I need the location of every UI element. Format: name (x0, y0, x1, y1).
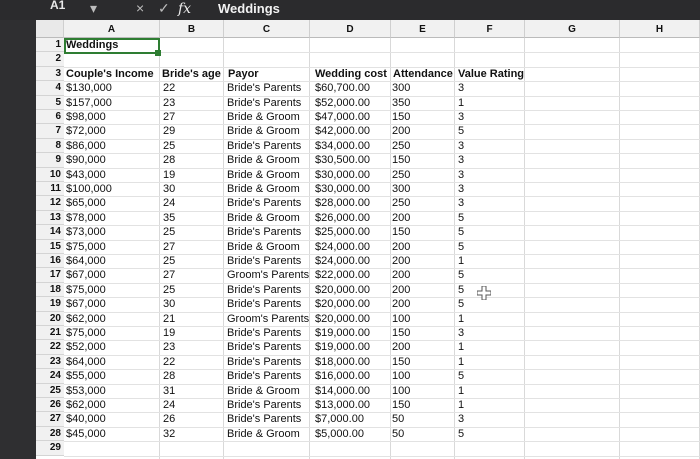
row-header[interactable]: 3 (36, 67, 64, 81)
table-cell[interactable]: $42,000.00 (315, 125, 371, 138)
table-cell[interactable]: 25 (163, 255, 176, 267)
table-cell[interactable]: $19,000.00 (315, 327, 371, 339)
table-cell[interactable]: 3 (458, 413, 465, 426)
table-cell[interactable]: $52,000.00 (315, 96, 371, 109)
table-cell[interactable]: $98,000 (66, 111, 106, 123)
table-cell[interactable]: $75,000 (66, 240, 106, 253)
enter-check-icon[interactable]: ✓ (158, 0, 170, 16)
table-cell[interactable]: 200 (392, 298, 411, 311)
header-cell[interactable]: Bride's age (162, 67, 221, 80)
column-header-h[interactable]: H (620, 20, 700, 38)
grid-line (64, 369, 700, 370)
table-cell[interactable]: 31 (163, 384, 176, 397)
cursor-plus-icon (477, 286, 491, 300)
table-cell[interactable]: $7,000.00 (315, 413, 364, 426)
table-cell[interactable]: 200 (392, 211, 411, 224)
table-cell[interactable]: 27 (163, 111, 176, 123)
column-header-e[interactable]: E (391, 20, 455, 38)
table-cell[interactable]: $53,000 (66, 384, 106, 397)
table-cell[interactable]: 27 (163, 240, 176, 253)
table-cell[interactable]: 200 (392, 125, 411, 138)
table-cell[interactable]: Bride's Parents (227, 399, 302, 411)
grid-line (64, 110, 700, 111)
table-cell[interactable]: 250 (392, 197, 411, 210)
table-cell[interactable]: $5,000.00 (315, 427, 364, 440)
table-cell[interactable]: $67,000 (66, 298, 106, 311)
table-cell[interactable]: 22 (163, 82, 176, 95)
table-cell[interactable]: 28 (163, 370, 176, 383)
grid-line (64, 139, 700, 140)
table-cell[interactable]: Bride & Groom (227, 240, 300, 253)
table-cell[interactable]: $62,000 (66, 399, 106, 411)
table-cell[interactable]: Bride's Parents (227, 355, 302, 368)
table-cell[interactable]: 300 (392, 183, 411, 195)
table-cell[interactable]: 5 (458, 240, 465, 253)
table-cell[interactable]: Bride's Parents (227, 341, 302, 354)
table-cell[interactable]: 27 (163, 269, 176, 282)
table-cell[interactable]: 3 (458, 111, 465, 123)
table-cell[interactable]: Bride & Groom (227, 183, 300, 195)
column-header-g[interactable]: G (525, 20, 620, 38)
grid-line (454, 38, 455, 459)
table-cell[interactable]: 350 (392, 96, 411, 109)
table-cell[interactable]: $22,000.00 (315, 269, 371, 282)
selected-cell-outline (64, 38, 160, 54)
row-header[interactable]: 23 (36, 355, 64, 369)
table-cell[interactable]: $30,000.00 (315, 168, 371, 181)
table-cell[interactable]: $34,000.00 (315, 139, 371, 152)
column-header-b[interactable]: B (160, 20, 224, 38)
grid-line (64, 182, 700, 183)
row-header[interactable]: 9 (36, 153, 64, 167)
table-cell[interactable]: 22 (163, 355, 176, 368)
table-cell[interactable]: $20,000.00 (315, 283, 371, 296)
table-cell[interactable]: 5 (458, 125, 465, 138)
row-header[interactable]: 11 (36, 182, 64, 196)
table-cell[interactable]: Bride's Parents (227, 226, 302, 239)
table-cell[interactable]: Bride's Parents (227, 82, 302, 95)
table-cell[interactable]: $75,000 (66, 327, 106, 339)
table-cell[interactable]: $14,000.00 (315, 384, 371, 397)
table-cell[interactable]: Bride & Groom (227, 427, 300, 440)
table-cell[interactable]: $64,000 (66, 255, 106, 267)
table-cell[interactable]: Bride's Parents (227, 255, 302, 267)
row-header[interactable]: 14 (36, 225, 64, 239)
table-cell[interactable]: $13,000.00 (315, 399, 371, 411)
table-cell[interactable]: 3 (458, 168, 465, 181)
row-header[interactable]: 10 (36, 168, 64, 182)
row-header[interactable]: 5 (36, 96, 64, 110)
row-header[interactable]: 20 (36, 312, 64, 326)
table-cell[interactable]: 30 (163, 183, 176, 195)
table-cell[interactable]: $157,000 (66, 96, 112, 109)
column-header-c[interactable]: C (224, 20, 310, 38)
select-all-corner[interactable] (36, 20, 64, 38)
table-cell[interactable]: 28 (163, 154, 176, 167)
table-cell[interactable]: 100 (392, 370, 411, 383)
table-cell[interactable]: 1 (458, 96, 465, 109)
table-cell[interactable]: $60,700.00 (315, 82, 371, 95)
table-cell[interactable]: Bride's Parents (227, 327, 302, 339)
table-cell[interactable]: 200 (392, 269, 411, 282)
table-cell[interactable]: $90,000 (66, 154, 106, 167)
grid-line (64, 240, 700, 241)
table-cell[interactable]: 3 (458, 197, 465, 210)
row-header[interactable]: 24 (36, 369, 64, 383)
formula-bar (0, 0, 700, 20)
row-header[interactable]: 7 (36, 124, 64, 138)
row-header[interactable]: 27 (36, 412, 64, 426)
table-cell[interactable]: $30,000.00 (315, 183, 371, 195)
row-header[interactable]: 1 (36, 38, 64, 52)
fill-handle[interactable] (155, 50, 161, 56)
table-cell[interactable]: $20,000.00 (315, 312, 371, 325)
column-header-f[interactable]: F (455, 20, 525, 38)
table-cell[interactable]: 100 (392, 384, 411, 397)
grid-line (64, 355, 700, 356)
grid-line (524, 38, 525, 459)
row-header[interactable]: 22 (36, 340, 64, 354)
table-cell[interactable]: 5 (458, 226, 465, 239)
table-cell[interactable]: 5 (458, 370, 465, 383)
table-cell[interactable]: 25 (163, 226, 176, 239)
grid-line (64, 96, 700, 97)
grid-line (64, 326, 700, 327)
table-cell[interactable]: 30 (163, 298, 176, 311)
table-cell[interactable]: 26 (163, 413, 176, 426)
table-cell[interactable]: $40,000 (66, 413, 106, 426)
grid-line (64, 168, 700, 169)
table-cell[interactable]: 35 (163, 211, 176, 224)
table-cell[interactable]: $72,000 (66, 125, 106, 138)
grid-line (64, 81, 700, 82)
table-cell[interactable]: 3 (458, 154, 465, 167)
grid-line (64, 384, 700, 385)
grid-line (64, 211, 700, 212)
table-cell[interactable]: 5 (458, 283, 465, 296)
table-cell[interactable]: 50 (392, 413, 405, 426)
table-cell[interactable]: Bride & Groom (227, 168, 300, 181)
row-header[interactable]: 26 (36, 398, 64, 412)
table-cell[interactable]: $47,000.00 (315, 111, 371, 123)
table-cell[interactable]: $62,000 (66, 312, 106, 325)
table-cell[interactable]: 150 (392, 399, 411, 411)
row-header[interactable]: 16 (36, 254, 64, 268)
row-header[interactable]: 25 (36, 384, 64, 398)
table-cell[interactable]: 1 (458, 341, 465, 354)
table-cell[interactable]: 200 (392, 240, 411, 253)
table-cell[interactable]: Bride's Parents (227, 96, 302, 109)
table-cell[interactable]: $43,000 (66, 168, 106, 181)
table-cell[interactable]: 3 (458, 183, 465, 195)
table-cell[interactable]: 21 (163, 312, 176, 325)
grid-line (64, 427, 700, 428)
table-cell[interactable]: Bride & Groom (227, 154, 300, 167)
row-header[interactable]: 6 (36, 110, 64, 124)
table-cell[interactable]: 19 (163, 327, 176, 339)
name-box[interactable]: A1 (50, 0, 66, 12)
table-cell[interactable]: $26,000.00 (315, 211, 371, 224)
header-cell[interactable]: Attendance (393, 67, 453, 80)
table-cell[interactable]: Bride's Parents (227, 370, 302, 383)
table-cell[interactable]: 5 (458, 298, 465, 311)
table-cell[interactable]: 150 (392, 226, 411, 239)
left-edge-strip (0, 20, 36, 459)
table-cell[interactable]: $19,000.00 (315, 341, 371, 354)
table-cell[interactable]: 150 (392, 154, 411, 167)
table-cell[interactable]: 3 (458, 327, 465, 339)
table-cell[interactable]: 150 (392, 327, 411, 339)
table-cell[interactable]: 29 (163, 125, 176, 138)
table-cell[interactable]: 3 (458, 82, 465, 95)
table-cell[interactable]: $18,000.00 (315, 355, 371, 368)
grid-line (64, 441, 700, 442)
row-header[interactable]: 29 (36, 441, 64, 455)
table-cell[interactable]: 100 (392, 312, 411, 325)
grid-line (64, 283, 700, 284)
table-cell[interactable]: Bride & Groom (227, 125, 300, 138)
row-header[interactable]: 4 (36, 81, 64, 95)
table-cell[interactable]: $55,000 (66, 370, 106, 383)
row-header[interactable]: 19 (36, 297, 64, 311)
table-cell[interactable]: 1 (458, 384, 465, 397)
table-cell[interactable]: $130,000 (66, 82, 112, 95)
table-cell[interactable]: 150 (392, 355, 411, 368)
table-cell[interactable]: 5 (458, 427, 465, 440)
table-cell[interactable]: 19 (163, 168, 176, 181)
grid-line (64, 254, 700, 255)
row-header[interactable]: 12 (36, 196, 64, 210)
grid-line (64, 196, 700, 197)
table-cell[interactable]: $64,000 (66, 355, 106, 368)
table-cell[interactable]: Bride's Parents (227, 197, 302, 210)
row-header[interactable]: 28 (36, 427, 64, 441)
grid-line (390, 38, 391, 459)
header-cell[interactable]: Couple's Income (66, 67, 154, 80)
grid-line (64, 456, 700, 457)
table-cell[interactable]: Bride's Parents (227, 413, 302, 426)
table-cell[interactable]: 23 (163, 96, 176, 109)
table-cell[interactable]: 150 (392, 111, 411, 123)
table-cell[interactable]: Groom's Parents (227, 312, 310, 325)
table-cell[interactable]: $100,000 (66, 183, 112, 195)
table-cell[interactable]: $30,500.00 (315, 154, 371, 167)
table-cell[interactable]: 25 (163, 139, 176, 152)
table-cell[interactable]: $24,000.00 (315, 240, 371, 253)
table-cell[interactable]: Bride's Parents (227, 139, 302, 152)
title-cell[interactable]: Weddings (66, 39, 119, 51)
row-header[interactable]: 21 (36, 326, 64, 340)
table-cell[interactable]: 5 (458, 211, 465, 224)
grid-line (223, 38, 224, 459)
grid-line (309, 38, 310, 459)
dropdown-chevron-icon[interactable]: ▾ (90, 0, 98, 16)
header-cell[interactable]: Payor (228, 67, 259, 80)
table-cell[interactable]: 200 (392, 341, 411, 354)
table-cell[interactable]: 1 (458, 355, 465, 368)
grid-line (64, 398, 700, 399)
table-cell[interactable]: $24,000.00 (315, 255, 371, 267)
table-cell[interactable]: $78,000 (66, 211, 106, 224)
grid-line (159, 38, 160, 459)
table-cell[interactable]: 200 (392, 283, 411, 296)
table-cell[interactable]: $65,000 (66, 197, 106, 210)
table-cell[interactable]: 1 (458, 312, 465, 325)
grid-line (619, 38, 620, 459)
table-cell[interactable]: Bride & Groom (227, 211, 300, 224)
grid-line (64, 412, 700, 413)
table-cell[interactable]: $67,000 (66, 269, 106, 282)
grid-line (64, 312, 700, 313)
table-cell[interactable]: 250 (392, 139, 411, 152)
table-cell[interactable]: 250 (392, 168, 411, 181)
table-cell[interactable]: 24 (163, 197, 176, 210)
table-cell[interactable]: $28,000.00 (315, 197, 371, 210)
row-header[interactable]: 8 (36, 139, 64, 153)
table-cell[interactable]: Groom's Parents (227, 269, 310, 282)
table-cell[interactable]: Bride's Parents (227, 298, 302, 311)
header-cell[interactable]: Value Rating (458, 67, 525, 80)
table-cell[interactable]: Bride & Groom (227, 384, 300, 397)
table-cell[interactable]: 300 (392, 82, 411, 95)
table-cell[interactable]: $16,000.00 (315, 370, 371, 383)
table-cell[interactable]: 200 (392, 255, 411, 267)
row-header[interactable]: 17 (36, 268, 64, 282)
row-header[interactable]: 18 (36, 283, 64, 297)
table-cell[interactable]: Bride & Groom (227, 111, 300, 123)
cancel-icon[interactable]: × (136, 0, 145, 16)
column-header-a[interactable]: A (64, 20, 160, 38)
table-cell[interactable]: 3 (458, 139, 465, 152)
table-cell[interactable]: $25,000.00 (315, 226, 371, 239)
grid-line (64, 268, 700, 269)
row-header[interactable]: 15 (36, 240, 64, 254)
table-cell[interactable]: $20,000.00 (315, 298, 371, 311)
table-cell[interactable]: 50 (392, 427, 405, 440)
row-header[interactable]: 13 (36, 211, 64, 225)
fx-icon[interactable]: fx (178, 1, 192, 17)
row-header[interactable]: 2 (36, 52, 64, 66)
grid-line (64, 340, 700, 341)
table-cell[interactable]: 32 (163, 427, 176, 440)
table-cell[interactable]: 1 (458, 399, 465, 411)
header-cell[interactable]: Wedding cost (315, 67, 387, 80)
column-header-d[interactable]: D (310, 20, 391, 38)
grid-line (64, 225, 700, 226)
table-cell[interactable]: $52,000 (66, 341, 106, 354)
table-cell[interactable]: $75,000 (66, 283, 106, 296)
table-cell[interactable]: 1 (458, 255, 465, 267)
table-cell[interactable]: $73,000 (66, 226, 106, 239)
table-cell[interactable]: $86,000 (66, 139, 106, 152)
table-cell[interactable]: 24 (163, 399, 176, 411)
formula-content[interactable]: Weddings (218, 1, 280, 16)
grid-line (64, 153, 700, 154)
table-cell[interactable]: 5 (458, 269, 465, 282)
table-cell[interactable]: 23 (163, 341, 176, 354)
grid-line (64, 124, 700, 125)
grid-line (64, 297, 700, 298)
table-cell[interactable]: 25 (163, 283, 176, 296)
table-cell[interactable]: Bride's Parents (227, 283, 302, 296)
table-cell[interactable]: $45,000 (66, 427, 106, 440)
